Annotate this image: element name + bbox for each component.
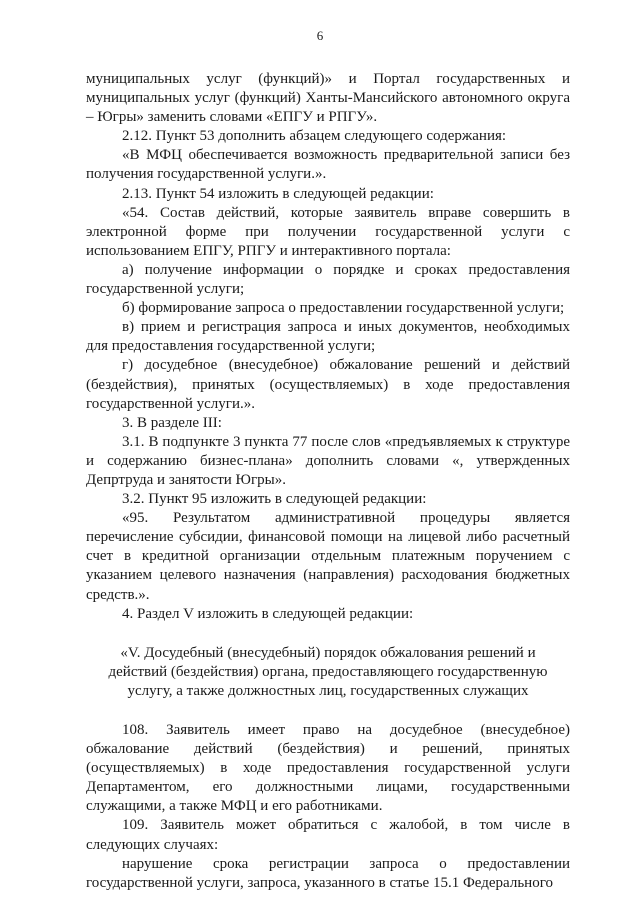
document-body (86, 70, 570, 893)
paragraph: 108. Заявитель имеет право на досудебное (внесудебное) обжалование действий (бездействия) и решений, принятых (осуществляемых) в ходе предоставления государственной услуги Департаментом, его должностными лицами, государственными служащими, а также МФЦ и его работниками. (86, 722, 570, 815)
paragraph: «95. Результатом административной процедуры является перечисление субсидии, финансовой помощи на лицевой либо расчетный счет в кредитной организации отдельным платежным поручением с указанием целевого назначения (направления) расходования бюджетных средств.». (86, 510, 570, 603)
paragraph: 109. Заявитель может обратиться с жалобой, в том числе в следующих случаях: (86, 817, 570, 853)
paragraph: муниципальных услуг (функций)» и Портал государственных и муниципальных услуг (функций) Ханты-Мансийского автономного округа – Югры» заменить словами «ЕПГУ и РПГУ». (86, 71, 570, 126)
paragraph: 3.2. Пункт 95 изложить в следующей редакции: (122, 491, 427, 508)
paragraph: «54. Состав действий, которые заявитель вправе совершить в электронной форме при получении государственной услуги с использованием ЕПГУ, РПГУ и интерактивного портала: (86, 204, 570, 259)
paragraph: 3.1. В подпункте 3 пункта 77 после слов «предъявляемых к структуре и содержанию бизнес-плана» дополнить словами «, утвержденных Депртруда и занятости Югры». (86, 433, 570, 488)
paragraph: 4. Раздел V изложить в следующей редакции: (122, 605, 414, 622)
paragraphs-top (86, 70, 570, 624)
paragraph: в) прием и регистрация запроса и иных документов, необходимых для предоставления государственной услуги; (86, 319, 570, 355)
paragraph: 2.13. Пункт 54 изложить в следующей редакции: (122, 185, 434, 202)
spacer (86, 701, 570, 721)
spacer (86, 624, 570, 644)
paragraph: нарушение срока регистрации запроса о предоставлении государственной услуги, запроса, указанного в статье 15.1 Федерального (86, 855, 570, 891)
paragraph: б) формирование запроса о предоставлении государственной услуги; (122, 300, 565, 317)
page-number: 6 (316, 28, 324, 43)
section-heading: «V. Досудебный (внесудебный) порядок обжалования решений и действий (бездействия) органа, предоставляющего государственную услугу, а также должностных лиц, государственных служащих (108, 644, 548, 699)
paragraph: г) досудебное (внесудебное) обжалование решений и действий (бездействия), принятых (осуществляемых) в ходе предоставления государственной услуги.». (86, 357, 570, 412)
paragraphs-bottom (86, 721, 570, 893)
paragraph: 3. В разделе III: (122, 414, 222, 431)
paragraph: а) получение информации о порядке и сроках предоставления государственной услуги; (86, 261, 570, 298)
paragraph: 2.12. Пункт 53 дополнить абзацем следующего содержания: (122, 128, 507, 145)
paragraph: «В МФЦ обеспечивается возможность предварительной записи без получения государственной услуги.». (86, 147, 570, 183)
